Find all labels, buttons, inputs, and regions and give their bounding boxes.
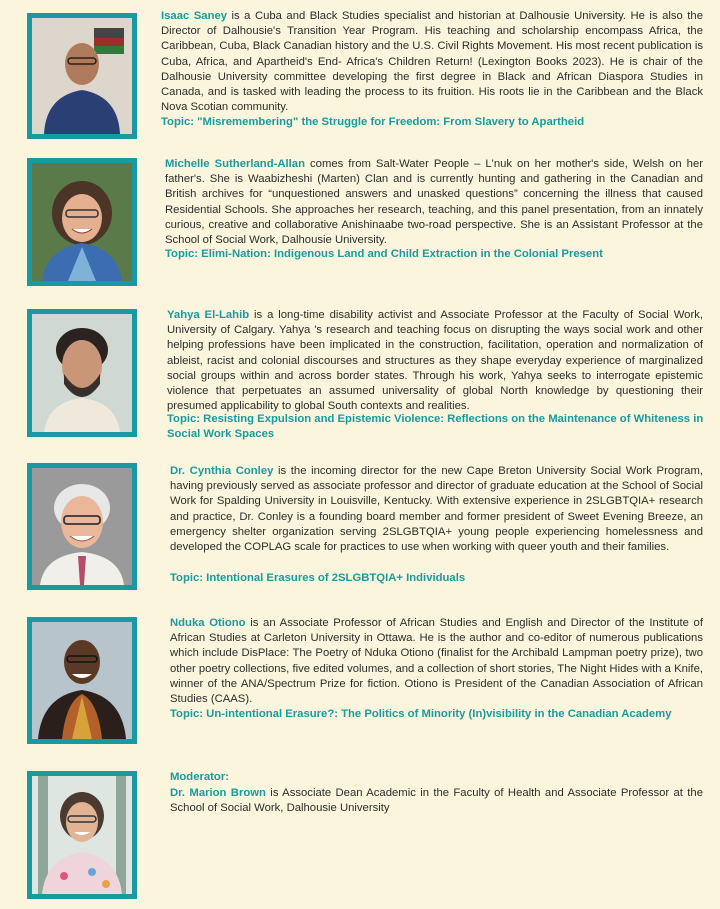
speaker-bio-text: is the incoming director for the new Cape Breton University Social Work Program, having previously served as associate professor and director of graduate education at the School of Social Work for Spalding University in Louisville, Kentucky. With extensive experience in 2SLGBTQIA+ research and practice, Dr. Conley is a founding board member and former president of Sweet Evening Breeze, an emergency shelter organization serving 2SLGBTQIA+ young people experiencing homelessness and developed the COPLAG scale for practices to use when working with queer youth and their families. — [170, 465, 703, 554]
moderator-name: Dr. Marion Brown — [170, 787, 266, 799]
speaker-bio — [165, 157, 703, 248]
speaker-bio-text: is a Cuba and Black Studies specialist and historian at Dalhousie University. He is also the Director of Dalhousie's Transition Year Program. His teaching and scholarship encompass Africa, the Caribbean, Cuba, Black Canadian history and the U.S. Civil Rights Movement. His most recent publication is Cuba, Africa, and Apartheid's End- Africa's Children Return! (Lexington Books 2023). He is chair of the Dalhousie University committee developing the first degree in Black and African Diaspora Studies in Canada, and is tasked with leading the process to its fruition. His roots lie in the Caribbean and the Black Nova Scotian community. — [161, 10, 703, 114]
speaker-topic: Topic: "Misremembering" the Struggle for Freedom: From Slavery to Apartheid — [161, 116, 585, 128]
speaker-topic: Topic: Intentional Erasures of 2SLGBTQIA+ Individuals — [170, 572, 466, 584]
portrait-photo-icon — [32, 776, 132, 894]
speaker-name: Isaac Saney — [161, 10, 228, 22]
speaker-bio — [161, 9, 703, 115]
speaker-photo — [27, 463, 137, 590]
speaker-topic: Topic: Resisting Expulsion and Epistemic Violence: Reflections on the Maintenance of Whiteness in Social Work Spaces — [167, 413, 704, 441]
speaker-photo — [27, 617, 137, 744]
speaker-bio — [170, 464, 703, 555]
speaker-name: Dr. Cynthia Conley — [170, 465, 274, 477]
portrait-photo-icon — [32, 622, 132, 739]
moderator-photo — [27, 771, 137, 899]
moderator-bio — [170, 786, 703, 816]
speaker-name: Nduka Otiono — [170, 617, 246, 629]
moderator-bio-text: is Associate Dean Academic in the Faculty of Health and Associate Professor at the School of Social Work, Dalhousie University — [170, 787, 703, 815]
speaker-bio-text: is a long-time disability activist and Associate Professor at the Faculty of Social Work, University of Calgary. Yahya 's research and teaching focus on disrupting the ways social work and other helping professions have been implicated in the construction, facilitation, operation and normalization of ableist, racist and colonial discourses and structures as they shape everyday experience of marginalized social groups within and across border states. Through his work, Yahya seeks to interrogate epistemic violence that perpetuates an assumed universality of global North knowledge by questioning their presumed applicability to global South contexts and realities. — [167, 309, 703, 413]
speaker-photo — [27, 309, 137, 437]
speaker-topic: Topic: Elimi-Nation: Indigenous Land and Child Extraction in the Colonial Present — [165, 248, 603, 260]
portrait-photo-icon — [32, 468, 132, 585]
speaker-bio — [170, 616, 703, 707]
speaker-name: Michelle Sutherland-Allan — [165, 158, 305, 170]
portrait-photo-icon — [32, 163, 132, 281]
portrait-photo-icon — [32, 18, 132, 134]
speaker-topic: Topic: Un-intentional Erasure?: The Politics of Minority (In)visibility in the Canadian Academy — [170, 708, 672, 720]
moderator-label: Moderator: — [170, 771, 229, 783]
speaker-bio-text: is an Associate Professor of African Studies and English and Director of the Institute of African Studies at Carleton University in Ottawa. He is the author and co-editor of numerous publications which include DisPlace: The Poetry of Nduka Otiono (finalist for the Archibald Lampman poetry prize), two other poetry collections, five edited volumes, and a collection of short stories, The Night Hides with a Knife, winner of the ANA/Spectrum Prize for fiction. Otiono is President of the Canadian Association of African Studies (CAAS). — [170, 617, 703, 706]
portrait-photo-icon — [32, 314, 132, 432]
speaker-photo — [27, 13, 137, 139]
speaker-photo — [27, 158, 137, 286]
speaker-bio — [167, 308, 703, 414]
speaker-name: Yahya El-Lahib — [167, 309, 250, 321]
speaker-bio-text: comes from Salt-Water People – L'nuk on her mother's side, Welsh on her father's. She is Waabizheshi (Marten) Clan and is currently hunting and gathering in the Canadian and British archives for “unquestioned answers and unasked questions” concerning the illness that caused Residential Schools. She approaches her research, teaching, and this panel presentation, from an innately curious, creative and collaborative Anishinaabe two-road perspective. She is an Assistant Professor at the School of Social Work, Dalhousie University. — [165, 158, 703, 247]
